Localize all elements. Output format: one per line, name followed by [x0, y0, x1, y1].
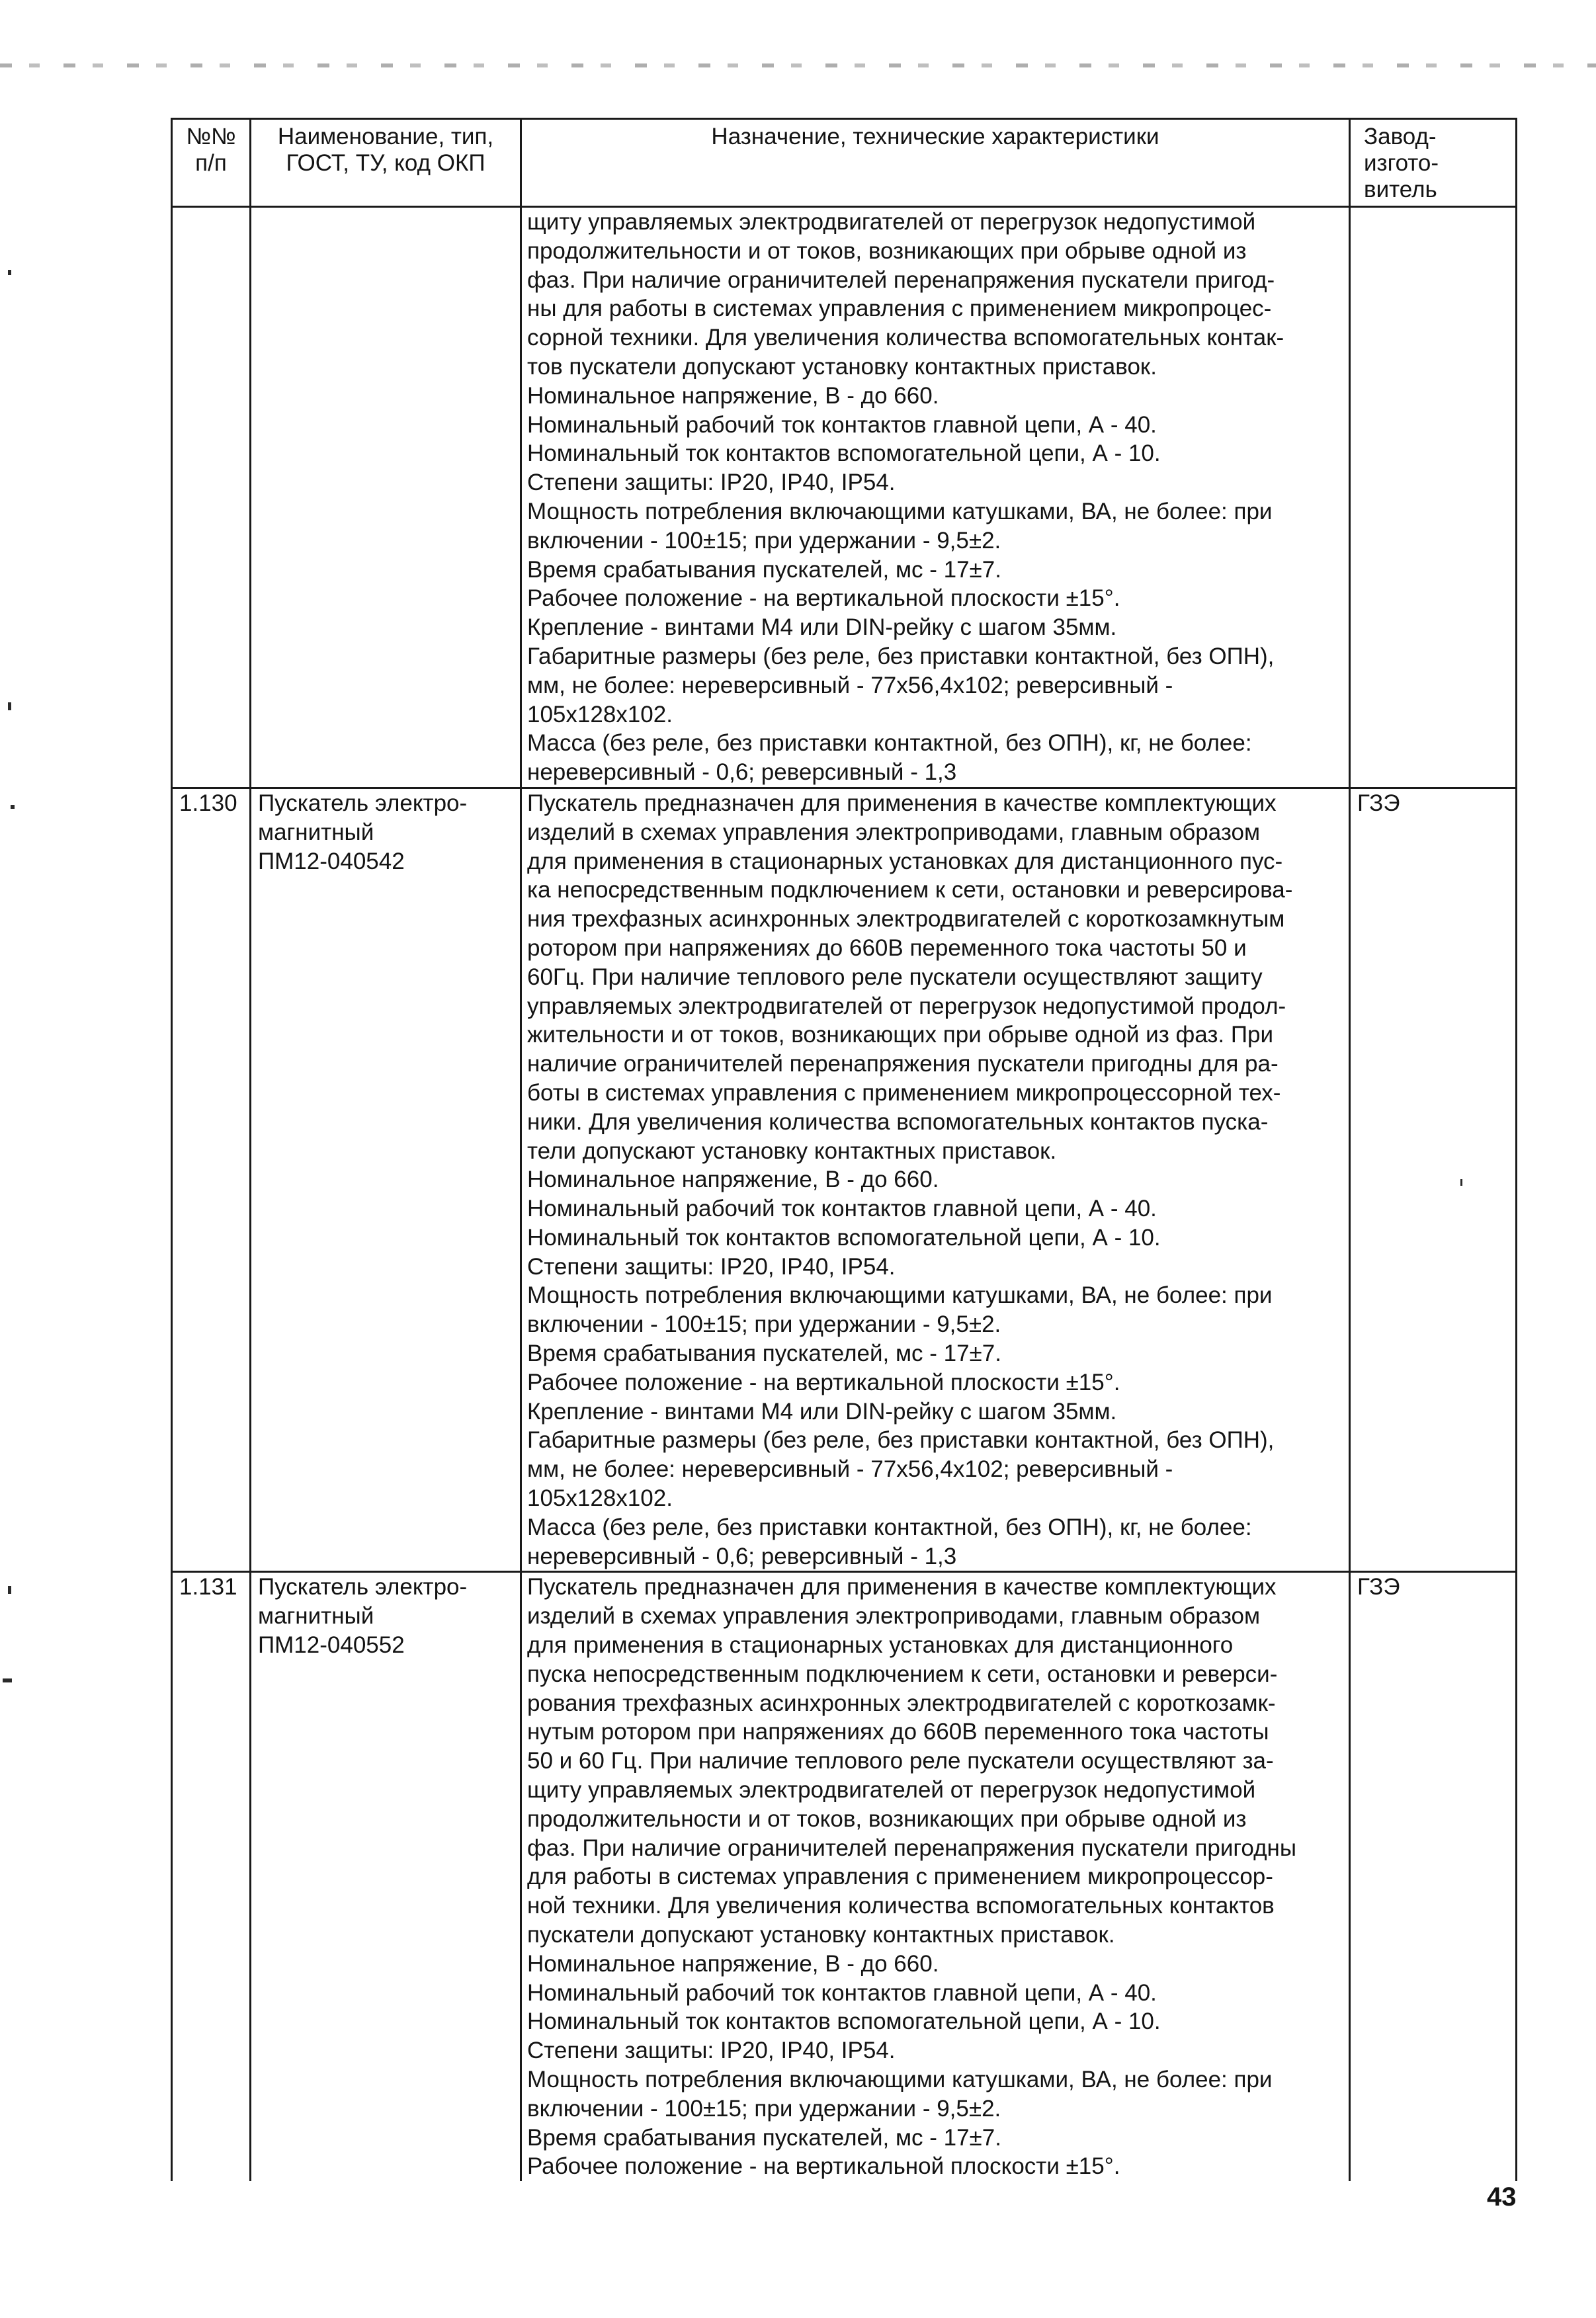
- description-line: Рабочее положение - на вертикальной плоскости ±15°.: [527, 2153, 1120, 2180]
- description-line: тели допускают установку контактных приставок.: [527, 1138, 1057, 1164]
- cell-number: 1.131: [172, 1572, 251, 2181]
- description-line: мм, не более: нереверсивный - 77х56,4х102; реверсивный -: [527, 1456, 1173, 1483]
- cell-maker: ГЗЭ: [1350, 788, 1517, 1572]
- header-maker-line: витель: [1364, 177, 1437, 202]
- header-maker: [1350, 119, 1517, 207]
- header-purpose: [521, 119, 1350, 207]
- name-line: ПМ12-040552: [258, 1632, 405, 1659]
- header-number: [172, 119, 251, 207]
- description-line: Степени защиты: IP20, IP40, IP54.: [527, 470, 896, 496]
- description-line: ния трехфазных асинхронных электродвигателей с короткозамкнутым: [527, 906, 1285, 932]
- scan-speck: [8, 1586, 11, 1594]
- description-line: Крепление - винтами М4 или DIN-рейку с шагом 35мм.: [527, 614, 1117, 641]
- description-line: фаз. При наличие ограничителей перенапряжения пускатели пригодны: [527, 1835, 1297, 1861]
- description-line: включении - 100±15; при удержании - 9,5±2.: [527, 1311, 1001, 1338]
- description-line: Крепление - винтами М4 или DIN-рейку с шагом 35мм.: [527, 1398, 1117, 1425]
- table-row: [172, 207, 1517, 788]
- description-line: Пускатель предназначен для применения в качестве комплектующих: [527, 1574, 1277, 1600]
- description-line: тов пускатели допускают установку контактных приставок.: [527, 353, 1157, 380]
- description-line: Пускатель предназначен для применения в качестве комплектующих: [527, 790, 1277, 816]
- description-line: Номинальный рабочий ток контактов главной цепи, А - 40.: [527, 411, 1157, 438]
- description-line: ны для работы в системах управления с применением микропроцес-: [527, 296, 1272, 322]
- name-line: магнитный: [258, 819, 374, 845]
- description-line: Номинальное напряжение, В - до 660.: [527, 1950, 939, 1977]
- description-line: Время срабатывания пускателей, мс - 17±7.: [527, 2124, 1001, 2151]
- description-line: Время срабатывания пускателей, мс - 17±7.: [527, 1341, 1001, 1367]
- description-line: управляемых электродвигателей от перегрузок недопустимой продол-: [527, 993, 1286, 1019]
- description-line: нереверсивный - 0,6; реверсивный - 1,3: [527, 759, 957, 786]
- description-line: Рабочее положение - на вертикальной плоскости ±15°.: [527, 1369, 1120, 1395]
- header-maker-line: Завод-: [1364, 124, 1437, 149]
- description-line: жительности и от токов, возникающих при обрыве одной из фаз. При: [527, 1022, 1274, 1048]
- name-line: Пускатель электро-: [258, 790, 468, 816]
- table-row: [172, 1572, 1517, 2181]
- description-line: изделий в схемах управления электроприводами, главным образом: [527, 819, 1261, 845]
- header-name-line: Наименование, тип,: [277, 124, 494, 149]
- description-line: Габаритные размеры (без реле, без приставки контактной, без ОПН),: [527, 1427, 1275, 1454]
- description-line: пуска непосредственным подключением к сети, остановки и реверси-: [527, 1661, 1278, 1687]
- description-line: фаз. При наличие ограничителей перенапряжения пускатели пригод-: [527, 267, 1275, 293]
- cell-number: 1.130: [172, 788, 251, 1572]
- page-number: 43: [1487, 2182, 1517, 2212]
- catalog-table: [171, 118, 1517, 2181]
- description-line: нереверсивный - 0,6; реверсивный - 1,3: [527, 1543, 957, 1569]
- description-line: мм, не более: нереверсивный - 77х56,4х102; реверсивный -: [527, 672, 1173, 698]
- name-line: Пускатель электро-: [258, 1574, 468, 1600]
- header-number-line: №№: [186, 124, 236, 149]
- header-purpose-line: Назначение, технические характеристики: [711, 124, 1159, 149]
- description-line: ники. Для увеличения количества вспомогательных контактов пуска-: [527, 1108, 1269, 1135]
- cell-description: [521, 788, 1350, 1572]
- scan-speck: [8, 702, 11, 710]
- description-line: сорной техники. Для увеличения количества вспомогательных контак-: [527, 325, 1284, 351]
- description-line: Мощность потребления включающими катушками, ВА, не более: при: [527, 2067, 1273, 2092]
- cell-name: [251, 1572, 521, 2181]
- description-line: боты в системах управления с применением микропроцессорной тех-: [527, 1079, 1281, 1106]
- description-line: Рабочее положение - на вертикальной плоскости ±15°.: [527, 585, 1120, 612]
- description-line: нутым ротором при напряжениях до 660В переменного тока частоты: [527, 1719, 1269, 1745]
- description-line: ротором при напряжениях до 660В переменного тока частоты 50 и: [527, 934, 1247, 961]
- description-line: 50 и 60 Гц. При наличие теплового реле пускатели осуществляют за-: [527, 1748, 1274, 1774]
- description-line: ка непосредственным подключением к сети, остановки и реверсирова-: [527, 877, 1293, 903]
- description-line: Масса (без реле, без приставки контактной, без ОПН), кг, не более:: [527, 1514, 1252, 1540]
- description-line: Номинальное напряжение, В - до 660.: [527, 382, 939, 409]
- description-line: Номинальный рабочий ток контактов главной цепи, А - 40.: [527, 1979, 1157, 2006]
- description-line: включении - 100±15; при удержании - 9,5±2.: [527, 527, 1001, 554]
- description-line: включении - 100±15; при удержании - 9,5±2.: [527, 2095, 1001, 2122]
- header-name: [251, 119, 521, 207]
- description-line: Номинальный рабочий ток контактов главной цепи, А - 40.: [527, 1196, 1157, 1222]
- name-line: магнитный: [258, 1603, 374, 1630]
- description-line: щиту управляемых электродвигателей от перегрузок недопустимой: [527, 209, 1256, 235]
- scan-speck: [8, 270, 11, 275]
- description-line: 105х128х102.: [527, 1485, 673, 1512]
- cell-maker: ГЗЭ: [1350, 1572, 1517, 2181]
- description-line: Номинальный ток контактов вспомогательной цепи, А - 10.: [527, 1224, 1161, 1251]
- description-line: Время срабатывания пускателей, мс - 17±7.: [527, 556, 1001, 583]
- description-line: Номинальный ток контактов вспомогательной цепи, А - 10.: [527, 440, 1161, 467]
- cell-description: [521, 207, 1350, 788]
- description-line: изделий в схемах управления электроприводами, главным образом: [527, 1603, 1261, 1630]
- description-line: Номинальный ток контактов вспомогательной цепи, А - 10.: [527, 2008, 1161, 2035]
- description-line: Масса (без реле, без приставки контактной, без ОПН), кг, не более:: [527, 730, 1252, 757]
- description-line: для применения в стационарных установках для дистанционного: [527, 1632, 1234, 1659]
- description-line: продолжительности и от токов, возникающих при обрыве одной из: [527, 1805, 1247, 1832]
- description-line: для применения в стационарных установках для дистанционного пус-: [527, 848, 1283, 874]
- description-line: 60Гц. При наличие теплового реле пускатели осуществляют защиту: [527, 964, 1263, 990]
- description-line: Мощность потребления включающими катушками, ВА, не более: при: [527, 1282, 1273, 1309]
- header-maker-line: изгото-: [1364, 150, 1439, 176]
- description-line: наличие ограничителей перенапряжения пускатели пригодны для ра-: [527, 1051, 1279, 1077]
- description-line: Номинальное напряжение, В - до 660.: [527, 1167, 939, 1193]
- table-body: [172, 207, 1517, 2182]
- header-name-line: ГОСТ, ТУ, код ОКП: [286, 150, 485, 176]
- description-line: для работы в системах управления с применением микропроцессор-: [527, 1864, 1273, 1890]
- cell-name: [251, 788, 521, 1572]
- table-header-row: [172, 119, 1517, 207]
- header-number-line: п/п: [195, 150, 227, 176]
- table-row: [172, 788, 1517, 1572]
- cell-description: [521, 1572, 1350, 2181]
- description-line: Степени защиты: IP20, IP40, IP54.: [527, 1253, 896, 1280]
- description-line: продолжительности и от токов, возникающих при обрыве одной из: [527, 237, 1247, 264]
- name-line: ПМ12-040542: [258, 848, 405, 874]
- description-line: щиту управляемых электродвигателей от перегрузок недопустимой: [527, 1777, 1256, 1803]
- description-line: Степени защиты: IP20, IP40, IP54.: [527, 2038, 896, 2064]
- cell-maker: [1350, 207, 1517, 788]
- cell-number: [172, 207, 251, 788]
- description-line: пускатели допускают установку контактных приставок.: [527, 1922, 1115, 1948]
- description-line: ной техники. Для увеличения количества вспомогательных контактов: [527, 1893, 1275, 1919]
- scan-speck: [11, 805, 15, 809]
- description-line: Мощность потребления включающими катушками, ВА, не более: при: [527, 498, 1273, 524]
- cell-name: [251, 207, 521, 788]
- description-line: Габаритные размеры (без реле, без приставки контактной, без ОПН),: [527, 643, 1275, 669]
- scan-speck: [1460, 1179, 1462, 1186]
- description-line: рования трехфазных асинхронных электродвигателей с короткозамк-: [527, 1690, 1276, 1716]
- scan-speck: [3, 1678, 12, 1682]
- description-line: 105х128х102.: [527, 701, 673, 727]
- scan-artifact-line: [0, 63, 1596, 67]
